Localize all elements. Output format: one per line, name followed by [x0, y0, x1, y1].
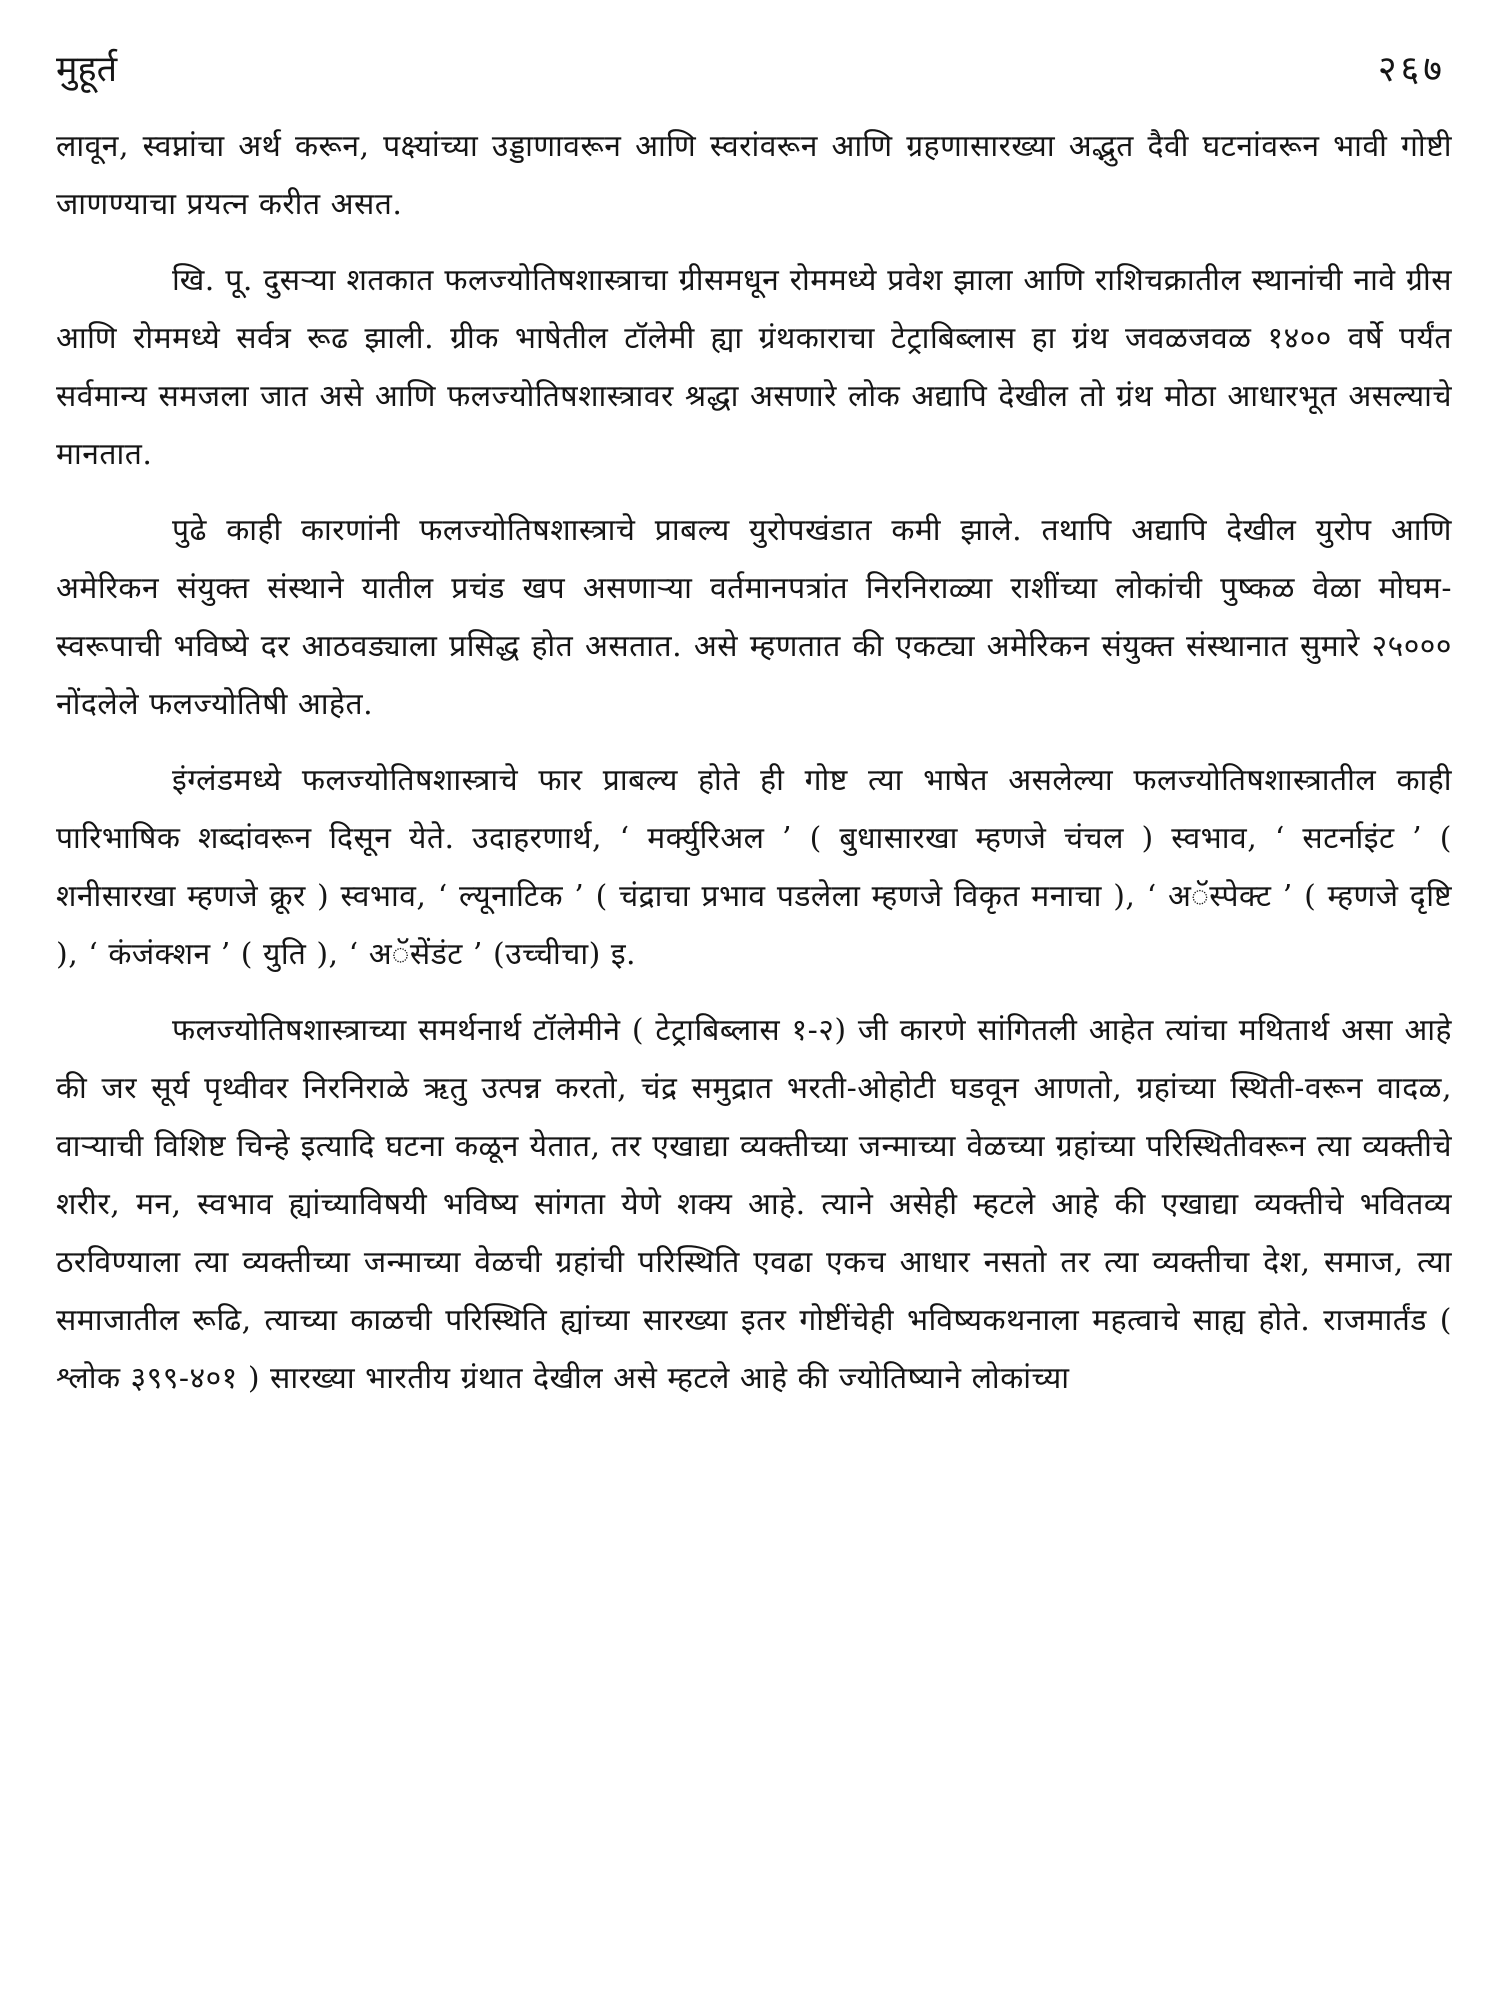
paragraph-2: खि. पू. दुसऱ्या शतकात फलज्योतिषशास्त्राचा ग्रीसमधून रोममध्ये प्रवेश झाला आणि राशिचक्रातील स्थानांची नावे ग्रीस आणि रोममध्ये सर्वत्र रूढ झाली. ग्रीक भाषेतील टॉलेमी ह्या ग्रंथकाराचा टेट्राबिब्लास हा ग्रंथ जवळजवळ १४०० वर्षे पर्यंत सर्वमान्य समजला जात असे आणि फलज्योतिषशास्त्रावर श्रद्धा असणारे लोक अद्यापि देखील तो ग्रंथ मोठा आधारभूत असल्याचे मानतात.	[56, 263, 1452, 472]
page-header	[56, 48, 1452, 118]
paragraph-4: इंग्लंडमध्ये फलज्योतिषशास्त्राचे फार प्राबल्य होते ही गोष्ट त्या भाषेत असलेल्या फलज्योतिषशास्त्रातील काही पारिभाषिक शब्दांवरून दिसून येते. उदाहरणार्थ, ‘ मर्क्युरिअल ’ ( बुधासारखा म्हणजे चंचल ) स्वभाव, ‘ सटर्नाइंट ’ ( शनीसारखा म्हणजे क्रूर ) स्वभाव, ‘ ल्यूनाटिक ’ ( चंद्राचा प्रभाव पडलेला म्हणजे विकृत मनाचा ), ‘ अॅस्पेक्ट ’ ( म्हणजे दृष्टि ), ‘ कंजंक्शन ’ ( युति ), ‘ अॅसेंडंट ’ (उच्चीचा) इ.	[56, 763, 1452, 972]
paragraph-1: लावून, स्वप्नांचा अर्थ करून, पक्ष्यांच्या उड्डाणावरून आणि स्वरांवरून आणि ग्रहणासारख्या अद्भुत दैवी घटनांवरून भावी गोष्टी जाणण्याचा प्रयत्न करीत असत.	[56, 129, 1452, 222]
paragraph-5: फलज्योतिषशास्त्राच्या समर्थनार्थ टॉलेमीने ( टेट्राबिब्लास १-२) जी कारणे सांगितली आहेत त्यांचा मथितार्थ असा आहे की जर सूर्य पृथ्वीवर निरनिराळे ऋतु उत्पन्न करतो, चंद्र समुद्रात भरती-ओहोटी घडवून आणतो, ग्रहांच्या स्थिती-वरून वादळ, वाऱ्याची विशिष्ट चिन्हे इत्यादि घटना कळून येतात, तर एखाद्या व्यक्तीच्या जन्माच्या वेळच्या ग्रहांच्या परिस्थितीवरून त्या व्यक्तीचे शरीर, मन, स्वभाव ह्यांच्याविषयी भविष्य सांगता येणे शक्य आहे. त्याने असेही म्हटले आहे की एखाद्या व्यक्तीचे भवितव्य ठरविण्याला त्या व्यक्तीच्या जन्माच्या वेळची ग्रहांची परिस्थिति एवढा एकच आधार नसतो तर त्या व्यक्तीचा देश, समाज, त्या समाजातील रूढि, त्याच्या काळची परिस्थिति ह्यांच्या सारख्या इतर गोष्टींचेही भविष्यकथनाला महत्वाचे साह्य होते. राजमार्तंड ( श्लोक ३९९-४०१ ) सारख्या भारतीय ग्रंथात देखील असे म्हटले आहे की ज्योतिष्याने लोकांच्या	[56, 1013, 1452, 1396]
body-text	[56, 118, 1452, 1408]
paragraph-3: पुढे काही कारणांनी फलज्योतिषशास्त्राचे प्राबल्य युरोपखंडात कमी झाले. तथापि अद्यापि देखील युरोप आणि अमेरिकन संयुक्त संस्थाने यातील प्रचंड खप असणाऱ्या वर्तमानपत्रांत निरनिराळ्या राशींच्या लोकांची पुष्कळ वेळा मोघम-स्वरूपाची भविष्ये दर आठवड्याला प्रसिद्ध होत असतात. असे म्हणतात की एकट्या अमेरिकन संयुक्त संस्थानात सुमारे २५००० नोंदलेले फलज्योतिषी आहेत.	[56, 513, 1452, 722]
running-title: मुहूर्त	[56, 49, 118, 90]
page-number: २६७	[1377, 49, 1446, 90]
